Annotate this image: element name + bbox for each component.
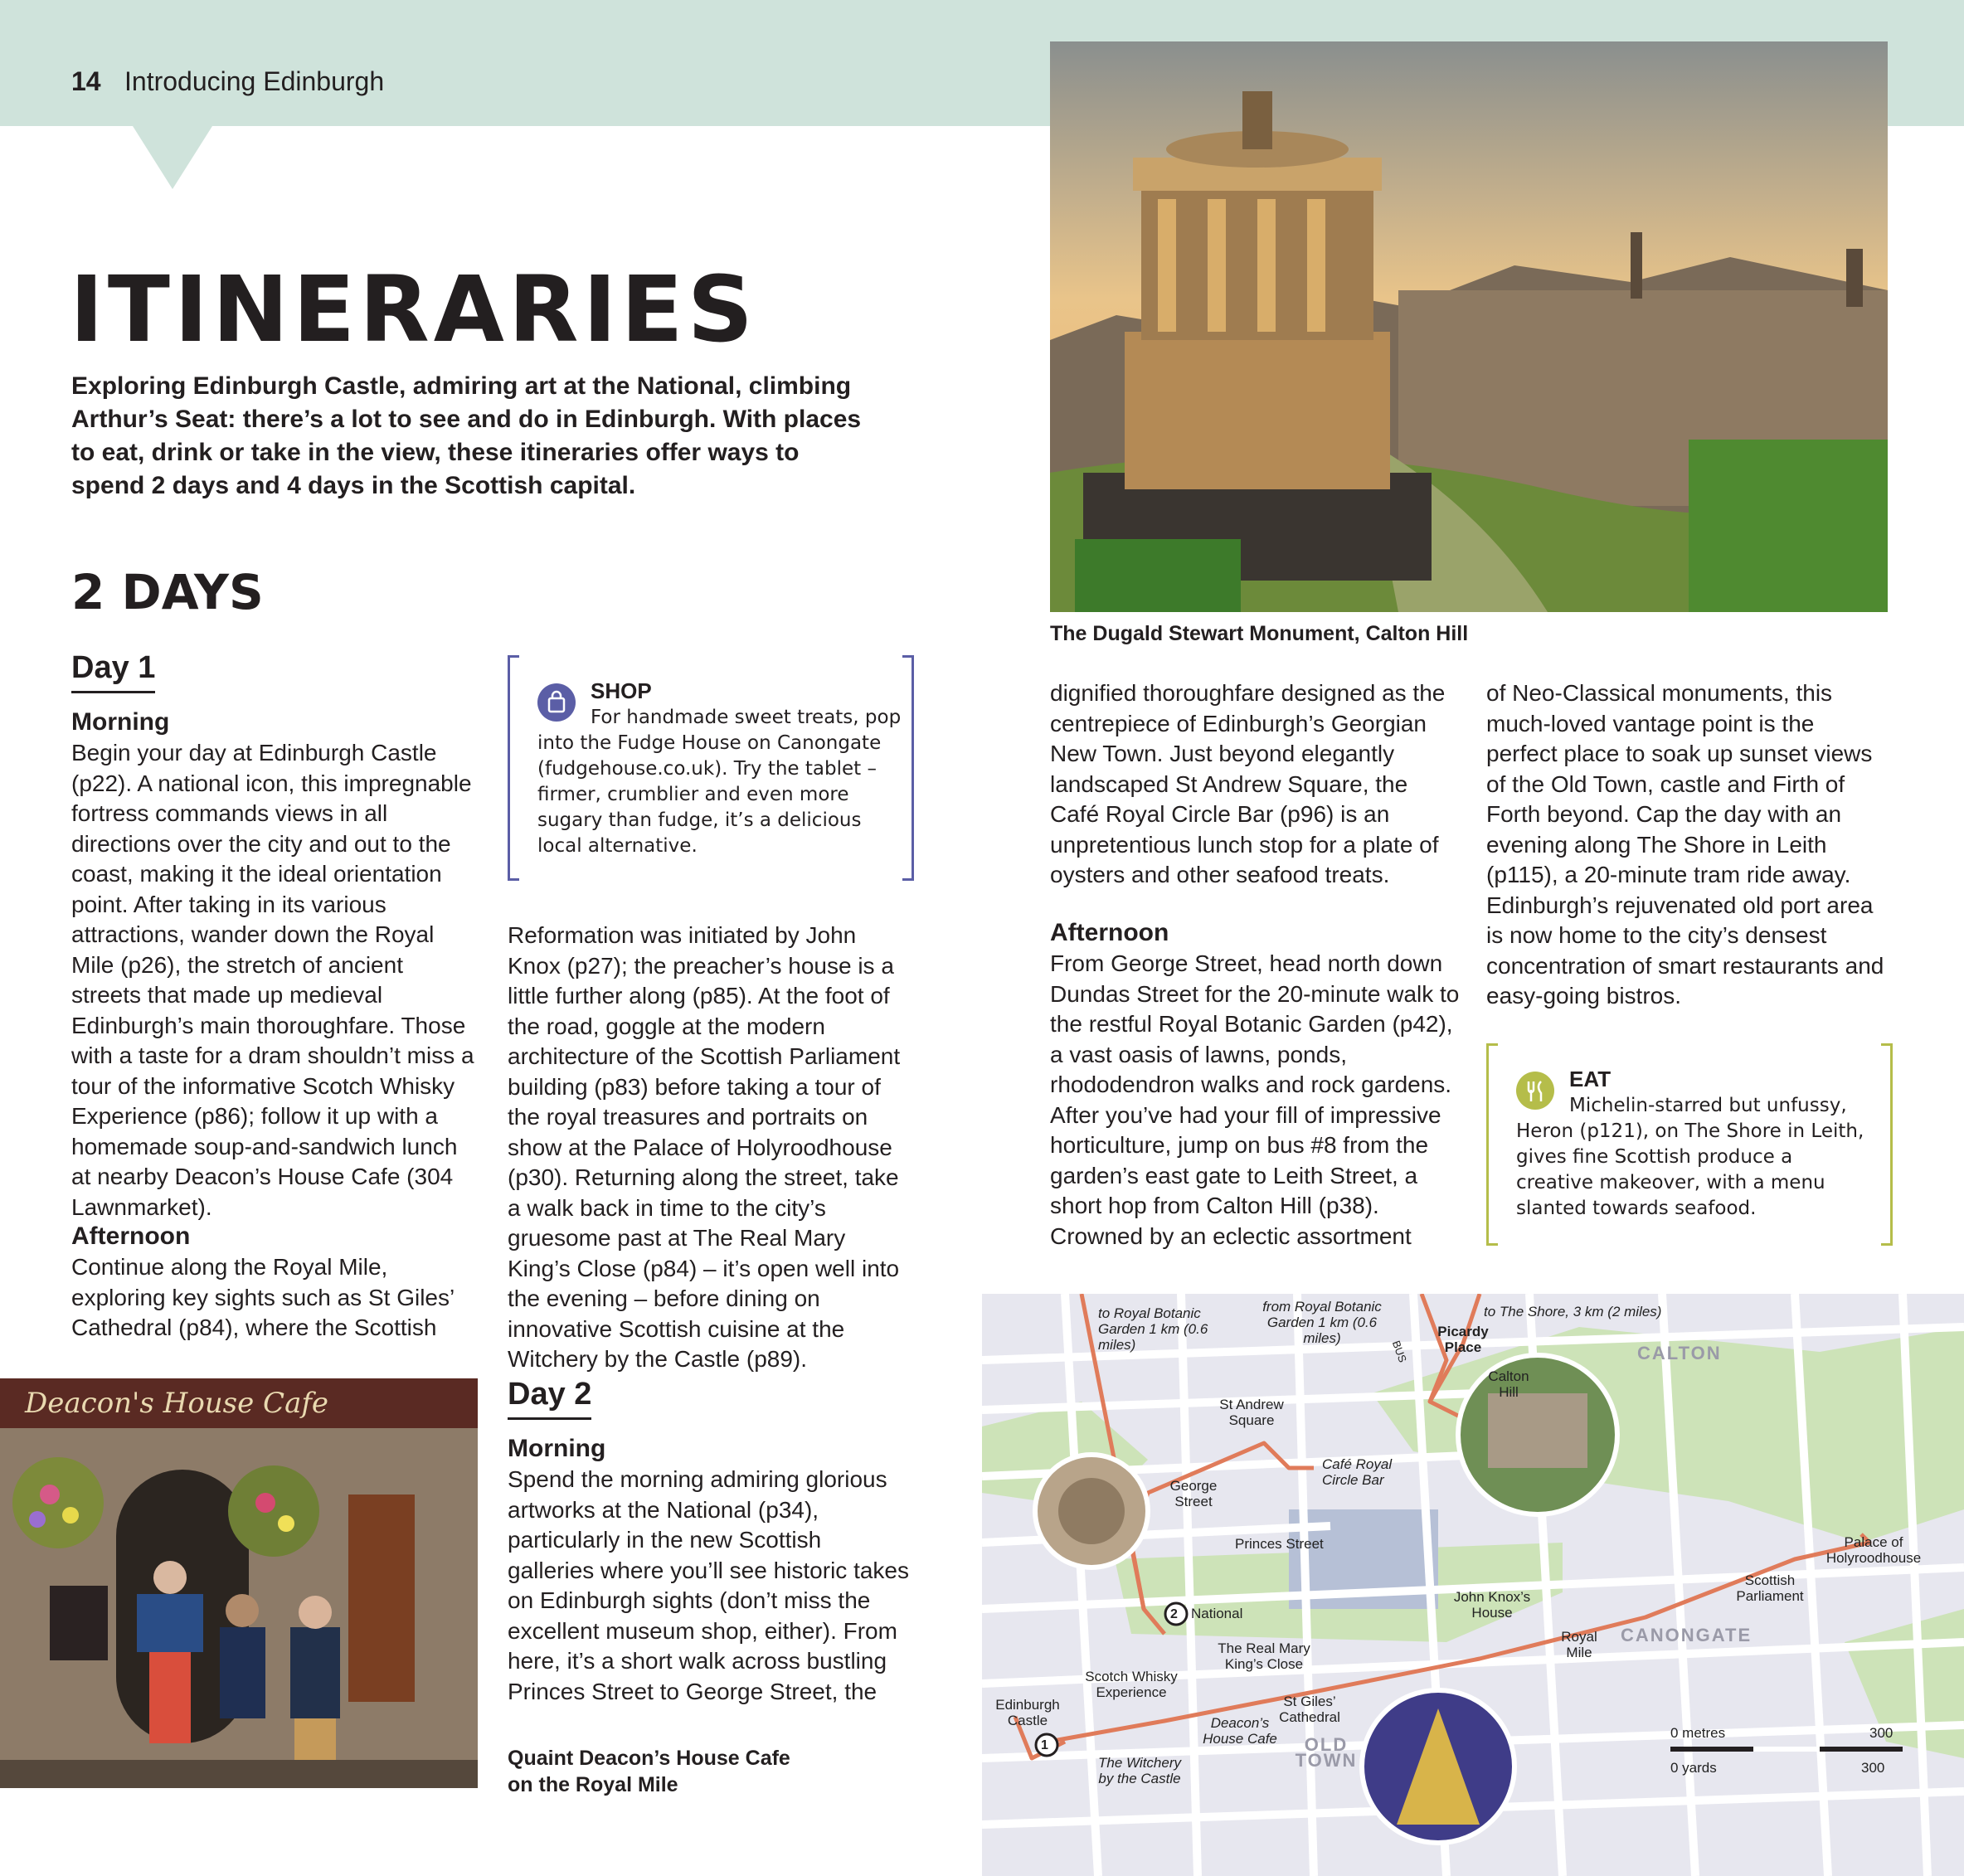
day1-morning-heading: Morning: [71, 708, 170, 736]
map-label-mary-king: The Real Mary King’s Close: [1218, 1640, 1310, 1672]
map-label-castle: Edinburgh Castle: [995, 1697, 1060, 1728]
cafe-sign-text: Deacon's House Cafe: [25, 1387, 329, 1420]
map-label-bus: BUS: [1389, 1339, 1409, 1364]
map-label-george-street: George Street: [1169, 1478, 1218, 1509]
day2-afternoon-heading: Afternoon: [1050, 919, 1169, 946]
map-scale-300-metres: 300: [1869, 1725, 1894, 1741]
eat-tip-text: Michelin-starred but unfussy, Heron (p121), on The Shore in Leith, gives fine Scottish produce a creative makeover, with a menu slanted towards seafood.: [1516, 1095, 1864, 1219]
map-label-st-andrew: St Andrew Square: [1219, 1397, 1284, 1428]
eat-tip-title: EAT: [1569, 1067, 1612, 1091]
cafe-caption-line-2: on the Royal Mile: [508, 1773, 678, 1796]
day1-heading: Day 1: [71, 650, 155, 693]
map-label-st-giles: St Giles’ Cathedral: [1279, 1694, 1340, 1725]
map-label-canongate-area: CANONGATE: [1621, 1625, 1753, 1645]
map-base: [982, 1294, 1964, 1876]
map-scale-metres: 0 metres: [1670, 1725, 1726, 1741]
map-label-calton-area: CALTON: [1637, 1343, 1722, 1363]
cafe-photo-illustration: [0, 1378, 478, 1788]
map-scale-300-yards: 300: [1861, 1760, 1885, 1776]
day2-morning-heading: Morning: [508, 1435, 606, 1462]
deacons-house-cafe-photo: [0, 1378, 478, 1788]
map-marker-2: 2: [1170, 1607, 1178, 1621]
page-number: 14: [71, 66, 101, 96]
shop-tip-title: SHOP: [591, 678, 652, 703]
map-label-princes-street: Princes Street: [1235, 1536, 1324, 1552]
map-label-palace: Palace of Holyroodhouse: [1825, 1534, 1922, 1566]
map-label-picardy: Picardy Place: [1437, 1324, 1489, 1355]
map-label-calton-hill: Calton Hill: [1488, 1368, 1529, 1400]
map-label-to-botanic: to Royal Botanic Garden 1 km (0.6 miles): [1098, 1305, 1208, 1353]
day2-afternoon-continued: of Neo-Classical monuments, this much-loved vantage point is the perfect place to soak up sunset views of the Old Town, castle and Firth of Forth beyond. Cap the day with an evening along The Shore in Leith (p115), a 20-minute tram ride away. Edinburgh’s rejuvenated old port area is now home to the city’s densest concentration of smart restaurants and easy-going bistros.: [1486, 680, 1884, 1008]
map-label-old-town: OLD TOWN: [1295, 1734, 1358, 1771]
tip-bracket-right: [902, 655, 914, 881]
dugald-stewart-monument-photo: [1050, 41, 1888, 612]
monument-photo-illustration: [1050, 41, 1888, 612]
shop-tip-box: [508, 655, 914, 881]
eat-tip-box: [1486, 1043, 1893, 1246]
tip-bracket-left: [508, 655, 519, 881]
map-marker-1: 1: [1041, 1738, 1048, 1752]
header-notch: [133, 126, 212, 189]
cafe-caption-line-1: Quaint Deacon’s House Cafe: [508, 1747, 790, 1770]
monument-photo-caption: The Dugald Stewart Monument, Calton Hill: [1050, 622, 1469, 645]
day2-heading: Day 2: [508, 1377, 591, 1420]
page-title: ITINERARIES: [70, 256, 757, 362]
map-label-from-botanic: from Royal Botanic Garden 1 km (0.6 miles): [1262, 1299, 1382, 1346]
map-scale-yards: 0 yards: [1670, 1760, 1717, 1776]
day2-morning-text: Spend the morning admiring glorious artworks at the National (p34), particularly in the new Scottish galleries where you’ll see historic takes on Edinburgh sights (don’t miss the excellent museum shop, either). From here, it’s a short walk across bustling Princes Street to George Street, the: [508, 1466, 909, 1704]
day1-morning-text: Begin your day at Edinburgh Castle (p22). A national icon, this impregnable fortress commands views in all directions over the city and out to the coast, making it the ideal orientation point. After taking in its various attractions, wander down the Royal Mile (p26), the stretch of ancient streets that made up medieval Edinburgh’s main thoroughfare. Those with a taste for a dram shouldn’t miss a tour of the informative Scotch Whisky Experience (p86); follow it up with a homemade soup-and-sandwich lunch at nearby Deacon’s House Cafe (304 Lawnmarket).: [71, 740, 474, 1220]
map-label-cafe-royal: Café Royal Circle Bar: [1322, 1456, 1393, 1488]
day2-afternoon-text: From George Street, head north down Dundas Street for the 20-minute walk to the restful Royal Botanic Garden (p42), a vast oasis of lawns, ponds, rhododendron walks and rock gardens. After you’ve had your fill of impressive horticulture, jump on bus #8 from the garden’s east gate to Leith Street, a short hop from Calton Hill (p38). Crowned by an eclectic assortment: [1050, 950, 1460, 1249]
map-label-knox: John Knox’s House: [1453, 1589, 1531, 1621]
map-label-parliament: Scottish Parliament: [1736, 1572, 1804, 1604]
map-label-whisky: Scotch Whisky Experience: [1085, 1669, 1178, 1700]
map-label-royal-mile: Royal Mile: [1561, 1629, 1597, 1660]
day1-afternoon-heading: Afternoon: [71, 1222, 191, 1250]
map-label-witchery: The Witchery by the Castle: [1098, 1755, 1181, 1786]
day1-afternoon-continued: Reformation was initiated by John Knox (p27); the preacher’s house is a little further along (p85). At the foot of the road, goggle at the modern architecture of the Scottish Parliament building (p83) before taking a tour of the royal treasures and portraits on show at the Palace of Holyroodhouse (p30). Returning along the street, take a walk back in time to the city’s gruesome past at The Real Mary King’s Close (p84) – it’s open well into the evening – before dining on innovative Scottish cuisine at the Witchery by the Castle (p89).: [508, 922, 901, 1372]
map-label-national: National: [1191, 1606, 1243, 1621]
map-label-deacon: Deacon’s House Cafe: [1203, 1715, 1277, 1747]
days-heading: 2 DAYS: [71, 564, 264, 620]
day2-morning-continued: dignified thoroughfare designed as the centrepiece of Edinburgh’s Georgian New Town. Just beyond elegantly landscaped St Andrew Square, the Café Royal Circle Bar (p96) is an unpretentious lunch stop for a plate of oysters and other seafood treats.: [1050, 680, 1446, 887]
shop-tip-text: For handmade sweet treats, pop into the Fudge House on Canongate (fudgehouse.co.uk). Try the tablet – firmer, crumblier and even more sugary than fudge, it’s a delicious local alternative.: [537, 707, 902, 857]
cafe-photo-caption: [508, 1745, 790, 1798]
map-label-to-shore: to The Shore, 3 km (2 miles): [1484, 1304, 1662, 1320]
day1-afternoon-text: Continue along the Royal Mile, exploring key sights such as St Giles’ Cathedral (p84), where the Scottish: [71, 1254, 455, 1340]
tip-bracket-left: [1486, 1043, 1498, 1246]
intro-paragraph: Exploring Edinburgh Castle, admiring art at the National, climbing Arthur’s Seat: there’s a lot to see and do in Edinburgh. With places to eat, drink or take in the view, these itineraries offer ways to spend 2 days and 4 days in the Scottish capital.: [71, 372, 862, 499]
itinerary-map: [982, 1294, 1964, 1876]
tip-bracket-right: [1881, 1043, 1893, 1246]
section-title: Introducing Edinburgh: [124, 66, 385, 96]
